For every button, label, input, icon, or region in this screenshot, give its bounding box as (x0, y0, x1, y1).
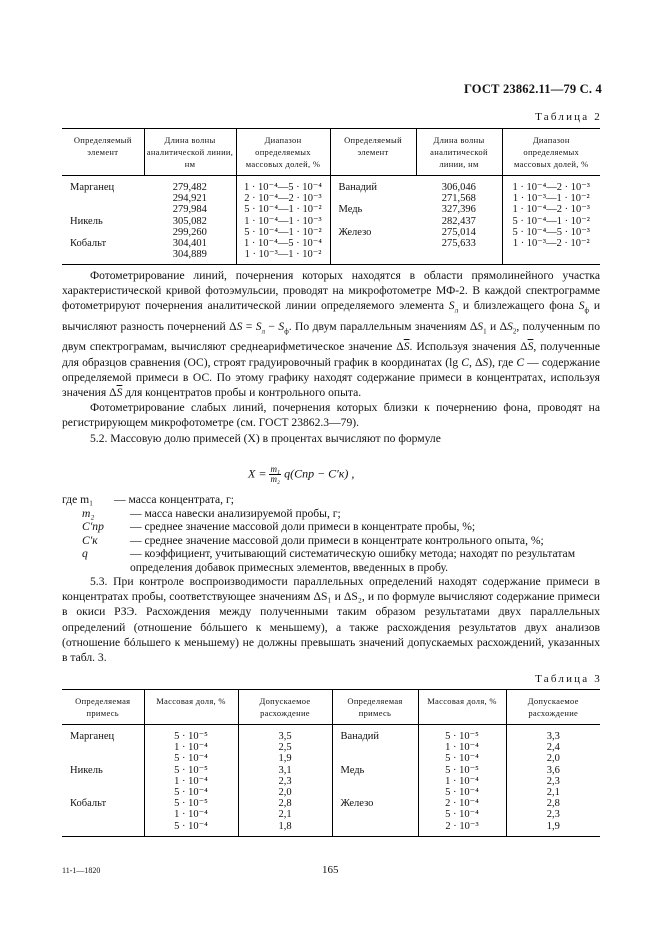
formula-fraction: $\frac{\text{m₁}}{\text{m₂}}$ (270, 464, 281, 484)
legend-item (62, 520, 602, 534)
legend-item (62, 547, 602, 574)
table-cell (70, 753, 144, 764)
table-cell: 299,260 (172, 226, 207, 238)
table2-col-range-left (237, 182, 330, 260)
legend-text: — масса концентрата, г; (114, 493, 234, 506)
table-cell: 275,014 (441, 226, 476, 238)
table-cell: 5 · 10⁻⁴ (445, 809, 479, 821)
table-cell (341, 742, 418, 753)
table2-col-wave-right (416, 182, 502, 260)
legend-text: — коэффициент, учитывающий систематическую ошибку метода; находят по результатам определения добавок примесных элементов, введенных в пробу. (130, 547, 576, 574)
table-cell: 1,9 (546, 820, 560, 832)
table-cell: 5 · 10⁻⁴—1 · 10⁻² (512, 215, 590, 227)
table3-col-impurity-left (70, 731, 144, 832)
table2-header-range-2: Диапазон определяемых массовых долей, % (502, 129, 600, 176)
table-cell: 1,9 (278, 753, 292, 765)
table-cell: 3,1 (278, 764, 292, 776)
table-cell: 1 · 10⁻⁴ (445, 775, 479, 787)
table-cell (341, 753, 418, 764)
legend-text: — масса навески анализируемой пробы, г; (130, 506, 341, 520)
table-cell: 2,8 (278, 798, 292, 810)
table3-header-deviation: Допускаемое расхождение (238, 690, 332, 725)
table-cell (70, 249, 144, 260)
table-cell: Ванадий (338, 182, 378, 193)
table-cell: Никель (70, 764, 103, 776)
table2-caption: Таблица 2 (535, 111, 602, 123)
table-cell: 3,3 (546, 731, 560, 742)
table-cell: 2,0 (278, 787, 292, 799)
formula: X = $\frac{\text{m₁}}{\text{m₂}}$ q(Cпр − C′к) , (248, 464, 355, 484)
table-cell (339, 249, 417, 260)
table-cell: Железо (340, 798, 374, 810)
table-cell: 271,568 (441, 193, 476, 205)
table-cell: 5 · 10⁻⁵ (174, 764, 208, 776)
table-cell: 5 · 10⁻⁴ (445, 753, 479, 765)
table-cell (339, 216, 417, 227)
legend-symbol: C′пр (82, 520, 104, 533)
table-cell: 305,082 (172, 215, 207, 227)
table-cell: 1 · 10⁻⁴—5 · 10⁻⁴ (244, 238, 322, 250)
paragraph-5-3: 5.3. При контроле воспроизводимости параллельных определений находят содержание примеси в концентратах пробы, соответствующее значениям ΔS₁ и ΔS₂, и по формуле вычисляют содержание примеси в окиси РЗЭ. Расхождения между полученными таким образом результатами двух параллельных определений (отношение бóльшего к меньшему), а также расхождения результатов двух анализов (отношение бóльшего к меньшему) не должны превышать значений допускаемых расхождений, указанных в табл. 3. (62, 575, 600, 665)
table-cell: 1,8 (278, 820, 292, 832)
table-cell: 1 · 10⁻⁴—1 · 10⁻³ (244, 215, 322, 227)
formula-legend (62, 493, 602, 574)
paragraph-weak-lines: Фотометрирование слабых линий, почернения которых близки к почернению фона, проводят на регистрирующем микрофотометре (см. ГОСТ 23862.3—79). (62, 401, 600, 430)
table2-header-element: Определяемый элемент (62, 129, 144, 176)
table-cell: 5 · 10⁻⁴—5 · 10⁻³ (512, 226, 590, 238)
table-cell (341, 776, 418, 787)
legend-item (62, 507, 602, 521)
table-cell: 1 · 10⁻⁴—2 · 10⁻³ (512, 182, 590, 193)
table-cell (70, 193, 144, 204)
table-cell: 5 · 10⁻⁴—1 · 10⁻² (244, 204, 322, 216)
table-cell (70, 227, 144, 238)
print-code: 11-1—1820 (62, 866, 101, 875)
table3-header-impurity-2: Определяемая примесь (332, 690, 418, 725)
table3-caption: Таблица 3 (535, 673, 602, 685)
table2-header-element-2: Определяемый элемент (330, 129, 416, 176)
table2-header-range: Диапазон определяемых массовых долей, % (236, 129, 330, 176)
table2 (62, 128, 600, 265)
table-cell: 275,633 (441, 238, 476, 250)
table-cell: 2,5 (278, 742, 292, 754)
legend-item (62, 493, 602, 507)
legend-symbol: q (82, 547, 88, 560)
table3-header-deviation-2: Допускаемое расхождение (506, 690, 600, 725)
table-cell: Кобальт (70, 798, 107, 810)
table-cell (341, 821, 418, 832)
table3-header-fraction-2: Массовая доля, % (418, 690, 506, 725)
table-cell: 282,437 (441, 215, 476, 227)
table-cell (503, 249, 601, 260)
table-cell (70, 787, 144, 798)
table-cell: 327,396 (441, 204, 476, 216)
table3 (62, 689, 600, 837)
table3-header-impurity: Определяемая примесь (62, 690, 144, 725)
table-cell: 1 · 10⁻⁴ (174, 775, 208, 787)
paragraph-5-3-block (62, 574, 600, 665)
table-cell (70, 809, 144, 820)
table-cell: 1 · 10⁻⁴ (174, 742, 208, 754)
legend-item (62, 534, 602, 548)
table-cell: 1 · 10⁻⁴ (445, 742, 479, 754)
table2-col-element-right (339, 182, 417, 260)
table-cell (70, 776, 144, 787)
paragraph-photometry: Фотометрирование линий, почернения которых находятся в области прямолинейного участка характеристической кривой фотоэмульсии, проводят на микрофотометре МФ-2. В каждой спектрограмме фотометрируют почернения аналитической линии определяемого элемента $S_л$ и близлежащего фона $S_ф$ и вычисляют разность почернений $\Delta S = S_л - S_ф$. По двум параллельным значениям $\Delta S_1$ и $\Delta S_2$, полученным по двум спектрограмам, вычисляют среднеарифметическое значение $\Delta\overline{S}$. Используя значения $\Delta\overline{S}$, полученные для образцов сравнения (ОС), строят градуировочный график в координатах (lg C, ΔS), где C — содержание определяемой примеси в ОС. По этому графику находят содержание примеси в концентратах, используя значения $\Delta\overline{S}$ для концентратов пробы и контрольного опыта. (62, 269, 601, 400)
table-cell: 306,046 (441, 182, 476, 193)
table-cell: 5 · 10⁻⁴ (445, 787, 479, 799)
legend-text: — среднее значение массовой доли примеси в концентрате пробы, %; (130, 520, 476, 533)
table3-col-fraction-right (419, 731, 506, 832)
table3-col-deviation-left (239, 731, 332, 832)
table-cell: 2 · 10⁻⁴—2 · 10⁻³ (244, 193, 322, 205)
table-cell: 1 · 10⁻⁴ (174, 809, 208, 821)
table-cell: Ванадий (340, 731, 380, 742)
table-cell: 1 · 10⁻³—1 · 10⁻² (512, 193, 590, 205)
table-cell: 5 · 10⁻⁴—1 · 10⁻² (244, 226, 322, 238)
table2-col-wave-left (144, 182, 236, 260)
table-cell: 2,3 (546, 809, 560, 821)
legend-symbol: C′к (82, 533, 98, 547)
table-cell: 304,401 (172, 238, 207, 250)
legend-symbol: m₂ (82, 506, 95, 520)
table-cell: 2,3 (278, 775, 292, 787)
table-cell (341, 787, 418, 798)
table-cell: Кобальт (70, 238, 107, 250)
page-number: 165 (322, 864, 339, 876)
table-cell: Никель (70, 215, 103, 227)
table-cell: 3,6 (546, 764, 560, 776)
table-cell: 5 · 10⁻⁵ (174, 731, 208, 742)
paragraph-5-2: 5.2. Массовую долю примесей (X) в процентах вычисляют по формуле (90, 431, 441, 445)
table-cell (341, 809, 418, 820)
table3-col-fraction-left (145, 731, 238, 832)
table-cell: 1 · 10⁻⁴—2 · 10⁻³ (512, 204, 590, 216)
table-cell: 5 · 10⁻⁴ (174, 753, 208, 765)
table2-header-wave: Длина волны аналитической линии, нм (144, 129, 236, 176)
table-cell: 5 · 10⁻⁴ (174, 787, 208, 799)
table-cell: 1 · 10⁻³—1 · 10⁻² (244, 249, 322, 261)
table-cell: Железо (338, 226, 372, 238)
table-cell: 2,8 (546, 798, 560, 810)
table2-col-range-right (503, 182, 601, 260)
table3-col-deviation-right (507, 731, 601, 832)
table3-col-impurity-right (341, 731, 418, 832)
table-cell (70, 204, 144, 215)
table-cell: Марганец (70, 182, 115, 193)
table-cell: 294,921 (172, 193, 207, 205)
table-cell: 2,0 (546, 753, 560, 765)
table-cell: Медь (338, 204, 363, 216)
table-cell (70, 821, 144, 832)
table-cell (339, 193, 417, 204)
table-cell: 2,3 (546, 775, 560, 787)
legend-text: — среднее значение массовой доли примеси в концентрате контрольного опыта, %; (130, 533, 544, 547)
table-cell: 279,984 (172, 204, 207, 216)
table2-header-wave-2: Длина волны аналитической линии, нм (416, 129, 502, 176)
table-cell: 5 · 10⁻⁵ (174, 798, 208, 810)
table-cell: 304,889 (172, 249, 207, 261)
table-cell: Медь (340, 764, 365, 776)
table-cell: 5 · 10⁻⁵ (445, 764, 479, 776)
table-cell (416, 249, 502, 260)
table-cell: 2 · 10⁻³ (445, 820, 479, 832)
legend-symbol: где m₁ (62, 493, 94, 506)
table-cell: 1 · 10⁻³—2 · 10⁻² (512, 238, 590, 250)
table2-col-element-left (70, 182, 144, 260)
page-header: ГОСТ 23862.11—79 С. 4 (463, 82, 602, 96)
table-cell (339, 238, 417, 249)
body-text (62, 268, 600, 446)
table-cell: 2,4 (546, 742, 560, 754)
table-cell: 1 · 10⁻⁴—5 · 10⁻⁴ (244, 182, 322, 193)
table-cell: 5 · 10⁻⁴ (174, 820, 208, 832)
table-cell: 2 · 10⁻⁴ (445, 798, 479, 810)
table-cell: Марганец (70, 731, 115, 742)
table-cell: 2,1 (278, 809, 292, 821)
table-cell: 2,1 (546, 787, 560, 799)
table3-header-fraction: Массовая доля, % (144, 690, 238, 725)
table-cell: 5 · 10⁻⁵ (445, 731, 479, 742)
table-cell: 3,5 (278, 731, 292, 742)
table-cell (70, 742, 144, 753)
table-cell: 279,482 (172, 182, 207, 193)
